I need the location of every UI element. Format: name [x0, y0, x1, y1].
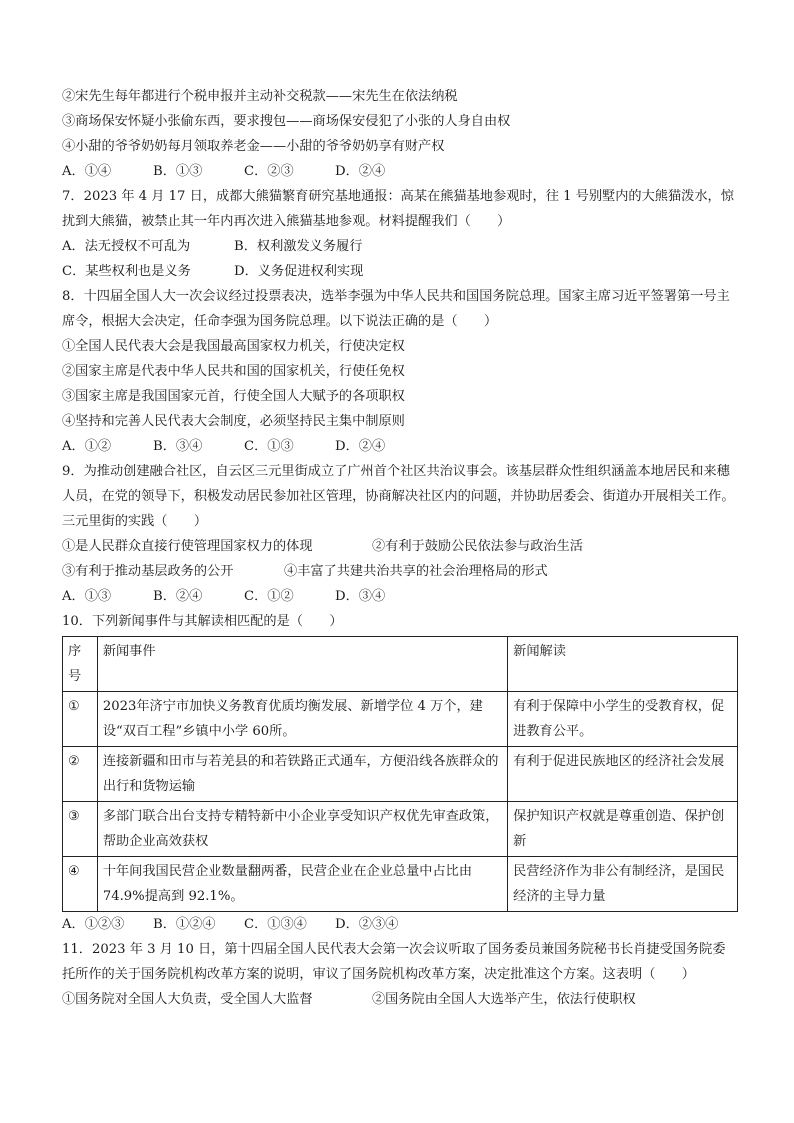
q8-option-a[interactable]: A．①②	[62, 439, 112, 454]
row-interpretation: 保护知识产权就是尊重创造、保护创新	[508, 802, 738, 857]
q9-options	[62, 584, 738, 609]
row-interpretation: 有利于保障中小学生的受教育权，促进教育公平。	[508, 692, 738, 747]
q10-table	[62, 636, 738, 912]
q10-option-b[interactable]: B．①②④	[153, 917, 216, 932]
header-index: 序号	[63, 637, 98, 692]
q9-option-b[interactable]: B．②④	[153, 589, 203, 604]
q11-item-2: ②国务院由全国人大选举产生，依法行使职权	[372, 992, 636, 1007]
q9-item-1: ①是人民群众直接行使管理国家权力的体现	[62, 539, 313, 554]
row-event: 连接新疆和田市与若羌县的和若铁路正式通车，方便沿线各族群众的出行和货物运输	[97, 747, 507, 802]
q9-option-c[interactable]: C．①②	[244, 589, 294, 604]
q7-options-row1	[62, 234, 738, 259]
q8-stem: 8．十四届全国人大一次会议经过投票表决，选举李强为中华人民共和国国务院总理。国家主席习近平签署第一号主席令，根据大会决定，任命李强为国务院总理。以下说法正确的是（ ）	[62, 289, 730, 329]
q7-options-row2	[62, 259, 738, 284]
q7-option-b[interactable]: B．权利激发义务履行	[234, 239, 363, 254]
q7-option-c[interactable]: C．某些权利也是义务	[62, 264, 191, 279]
q8-item-3: ③国家主席是我国国家元首，行使全国人大赋予的各项职权	[62, 389, 405, 404]
q9-item-3: ③有利于推动基层政务的公开	[62, 564, 234, 579]
q7-option-d[interactable]: D．义务促进权利实现	[234, 264, 364, 279]
table-row	[63, 802, 738, 857]
q6-options	[62, 159, 738, 184]
q7-stem: 7．2023 年 4 月 17 日，成都大熊猫繁育研究基地通报：高某在熊猫基地参观时，往 1 号别墅内的大熊猫泼水，惊扰到大熊猫，被禁止其一年内再次进入熊猫基地参观。材料提醒我们（ ）	[62, 189, 734, 229]
q11-items-row1	[62, 987, 738, 1012]
q8-option-b[interactable]: B．③④	[153, 439, 203, 454]
q9-items-row2	[62, 559, 738, 584]
row-interpretation: 有利于促进民族地区的经济社会发展	[508, 747, 738, 802]
row-index: ②	[63, 747, 98, 802]
q6-item-4: ④小甜的爷爷奶奶每月领取养老金——小甜的爷爷奶奶享有财产权	[62, 139, 445, 154]
q9-item-2: ②有利于鼓励公民依法参与政治生活	[372, 539, 583, 554]
row-event: 2023年济宁市加快义务教育优质均衡发展、新增学位 4 万个，建设“双百工程”乡镇中小学 60所。	[97, 692, 507, 747]
table-row	[63, 692, 738, 747]
q8-options	[62, 434, 738, 459]
row-index: ③	[63, 802, 98, 857]
row-index: ①	[63, 692, 98, 747]
q6-option-d[interactable]: D．②④	[335, 164, 386, 179]
row-event: 多部门联合出台支持专精特新中小企业享受知识产权优先审查政策，帮助企业高效获权	[97, 802, 507, 857]
exam-page	[62, 84, 738, 1012]
q6-item-2: ②宋先生每年都进行个税申报并主动补交税款——宋先生在依法纳税	[62, 89, 458, 104]
q8-option-d[interactable]: D．②④	[335, 439, 386, 454]
q6-option-b[interactable]: B．①③	[153, 164, 203, 179]
q9-items-row1	[62, 534, 738, 559]
q9-option-a[interactable]: A．①③	[62, 589, 112, 604]
q8-option-c[interactable]: C．①③	[244, 439, 294, 454]
q11-stem: 11．2023 年 3 月 10 日，第十四届全国人民代表大会第一次会议听取了国务委员兼国务院秘书长肖捷受国务院委托所作的关于国务院机构改革方案的说明，审议了国务院机构改革方案，决定批准这个方案。这表明（ ）	[62, 942, 726, 982]
q10-option-a[interactable]: A．①②③	[62, 917, 125, 932]
row-event: 十年间我国民营企业数量翻两番，民营企业在企业总量中占比由74.9%提高到 92.1%。	[97, 857, 507, 912]
header-interpretation: 新闻解读	[508, 637, 738, 692]
q9-item-4: ④丰富了共建共治共享的社会治理格局的形式	[284, 564, 548, 579]
q9-stem: 9．为推动创建融合社区，自云区三元里街成立了广州首个社区共治议事会。该基层群众性组织涵盖本地居民和来穗人员，在党的领导下，积极发动居民参加社区管理，协商解决社区内的问题，并协助居委会、街道办开展相关工作。三元里街的实践（ ）	[62, 464, 735, 529]
table-row	[63, 857, 738, 912]
q8-item-1: ①全国人民代表大会是我国最高国家权力机关，行使决定权	[62, 339, 405, 354]
q7-option-a[interactable]: A．法无授权不可乱为	[62, 239, 191, 254]
q6-item-3: ③商场保安怀疑小张偷东西，要求搜包——商场保安侵犯了小张的人身自由权	[62, 114, 511, 129]
table-row	[63, 747, 738, 802]
header-event: 新闻事件	[97, 637, 507, 692]
q10-stem: 10．下列新闻事件与其解读相匹配的是（ ）	[62, 614, 343, 629]
q10-option-c[interactable]: C．①③④	[244, 917, 307, 932]
q6-option-a[interactable]: A．①④	[62, 164, 112, 179]
row-index: ④	[63, 857, 98, 912]
q6-option-c[interactable]: C．②③	[244, 164, 294, 179]
q10-option-d[interactable]: D．②③④	[335, 917, 399, 932]
q9-option-d[interactable]: D．③④	[335, 589, 386, 604]
row-interpretation: 民营经济作为非公有制经济，是国民经济的主导力量	[508, 857, 738, 912]
q10-options	[62, 912, 738, 937]
q11-item-1: ①国务院对全国人大负责，受全国人大监督	[62, 992, 313, 1007]
q8-item-4: ④坚持和完善人民代表大会制度，必须坚持民主集中制原则	[62, 414, 405, 429]
table-header-row	[63, 637, 738, 692]
q8-item-2: ②国家主席是代表中华人民共和国的国家机关，行使任免权	[62, 364, 405, 379]
